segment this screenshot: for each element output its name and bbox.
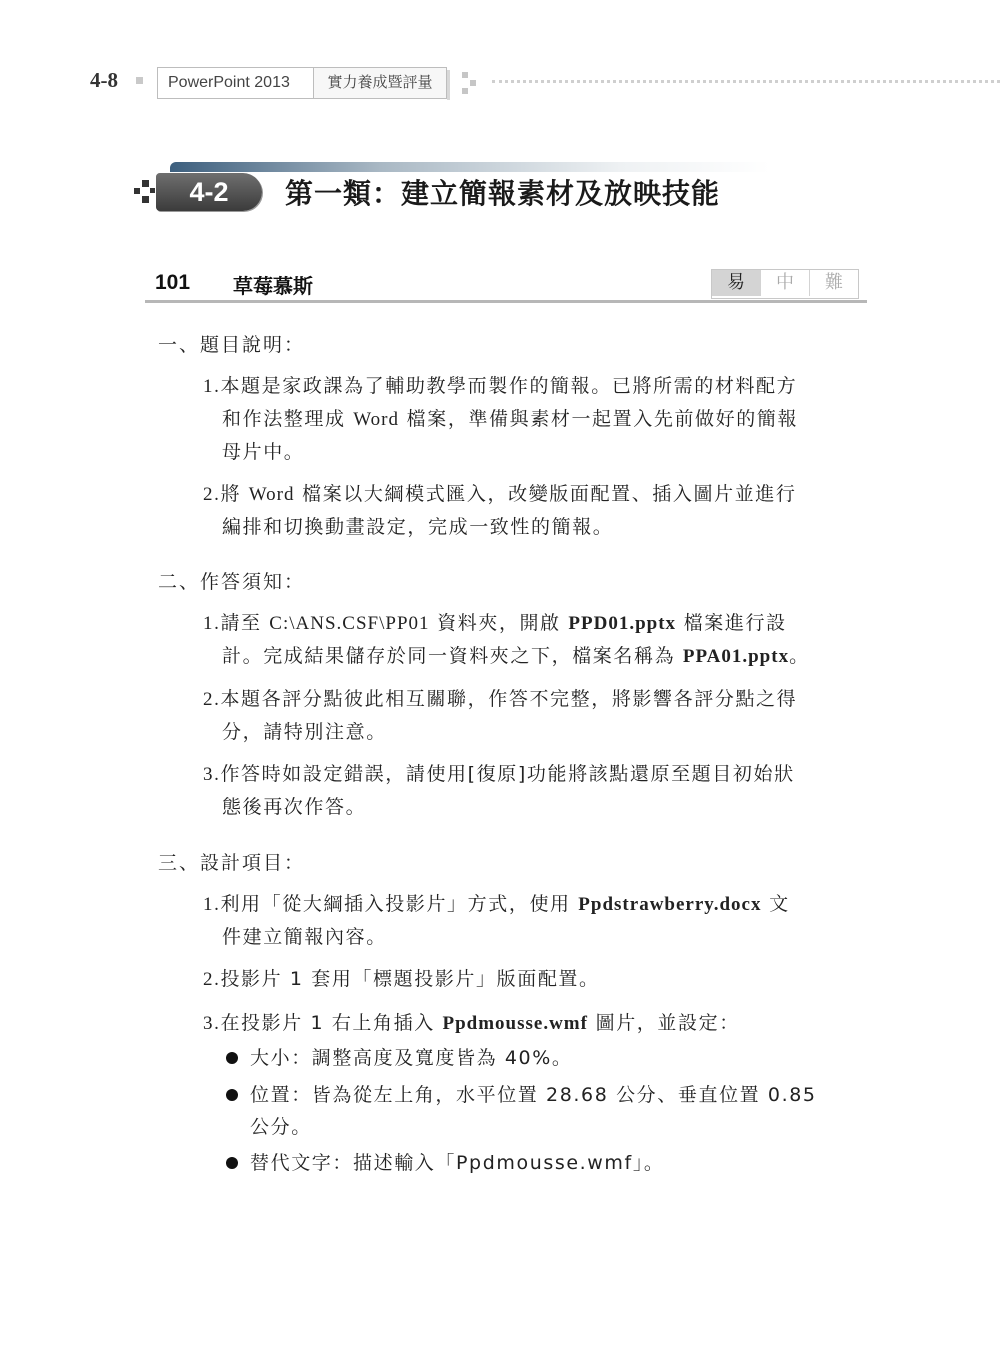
part3-item-2: 2.投影片 1 套用「標題投影片」版面配置。 [203, 968, 600, 990]
book-title: PowerPoint 2013 [157, 67, 313, 99]
question-header [145, 268, 867, 303]
part1-item-1: 1.本題是家政課為了輔助教學而製作的簡報。已將所需的材料配方 和作法整理成 Word 檔案，準備與素材一起置入先前做好的簡報 母片中。 [203, 375, 799, 463]
bullet-dot-icon [226, 1157, 238, 1169]
question-number: 101 [155, 271, 191, 294]
part3-item-1: 1.利用「從大綱插入投影片」方式，使用 Ppdstrawberry.docx 文 件建立簡報內容。 [203, 893, 790, 948]
difficulty-easy: 易 [712, 270, 761, 296]
page-number: 4-8 [90, 68, 118, 92]
part2-item-3: 3.作答時如設定錯誤，請使用[復原]功能將該點還原至題目初始狀 態後再次作答。 [203, 763, 795, 818]
part2-heading: 二、作答須知： [158, 571, 306, 593]
section-number: 4-2 [156, 173, 262, 211]
bullet-position: 位置：皆為從左上角，水平位置 28.68 公分、垂直位置 0.85 公分。 [224, 1079, 866, 1143]
difficulty-medium: 中 [761, 270, 810, 296]
running-header [0, 64, 1000, 104]
section-heading [0, 160, 1000, 220]
part3-item-3: 3.在投影片 1 右上角插入 Ppdmousse.wmf 圖片，並設定： [203, 1012, 740, 1034]
section-title: 第一類：建立簡報素材及放映技能 [285, 177, 721, 210]
header-square-icon [136, 77, 143, 84]
bullet-alt-text: 替代文字：描述輸入「Ppdmousse.wmf」。 [224, 1147, 866, 1179]
header-dotted-line [492, 80, 1000, 83]
part2-item-1: 1.請至 C:\ANS.CSF\PP01 資料夾，開啟 PPD01.pptx 檔案進行設 計。完成結果儲存於同一資料夾之下，檔案名稱為 PPA01.pptx。 [203, 612, 810, 667]
book-subtitle: 實力養成暨評量 [313, 67, 447, 99]
question-name: 草莓慕斯 [233, 274, 313, 298]
bullet-dot-icon [226, 1052, 238, 1064]
part1-item-2: 2.將 Word 檔案以大綱模式匯入，改變版面配置、插入圖片並進行 編排和切換動畫設定，完成一致性的簡報。 [203, 483, 797, 538]
part3-heading: 三、設計項目： [158, 852, 306, 874]
part2-item-2: 2.本題各評分點彼此相互關聯，作答不完整，將影響各評分點之得 分，請特別注意。 [203, 688, 798, 743]
bullet-dot-icon [226, 1089, 238, 1101]
difficulty-hard: 難 [825, 272, 843, 293]
difficulty-indicator [711, 269, 859, 299]
header-shadow [447, 70, 450, 100]
bullet-size: 大小：調整高度及寬度皆為 40%。 [224, 1042, 866, 1074]
section-gradient-bar [170, 162, 770, 172]
header-dots-icon [462, 72, 482, 96]
part1-heading: 一、題目說明： [158, 334, 306, 356]
